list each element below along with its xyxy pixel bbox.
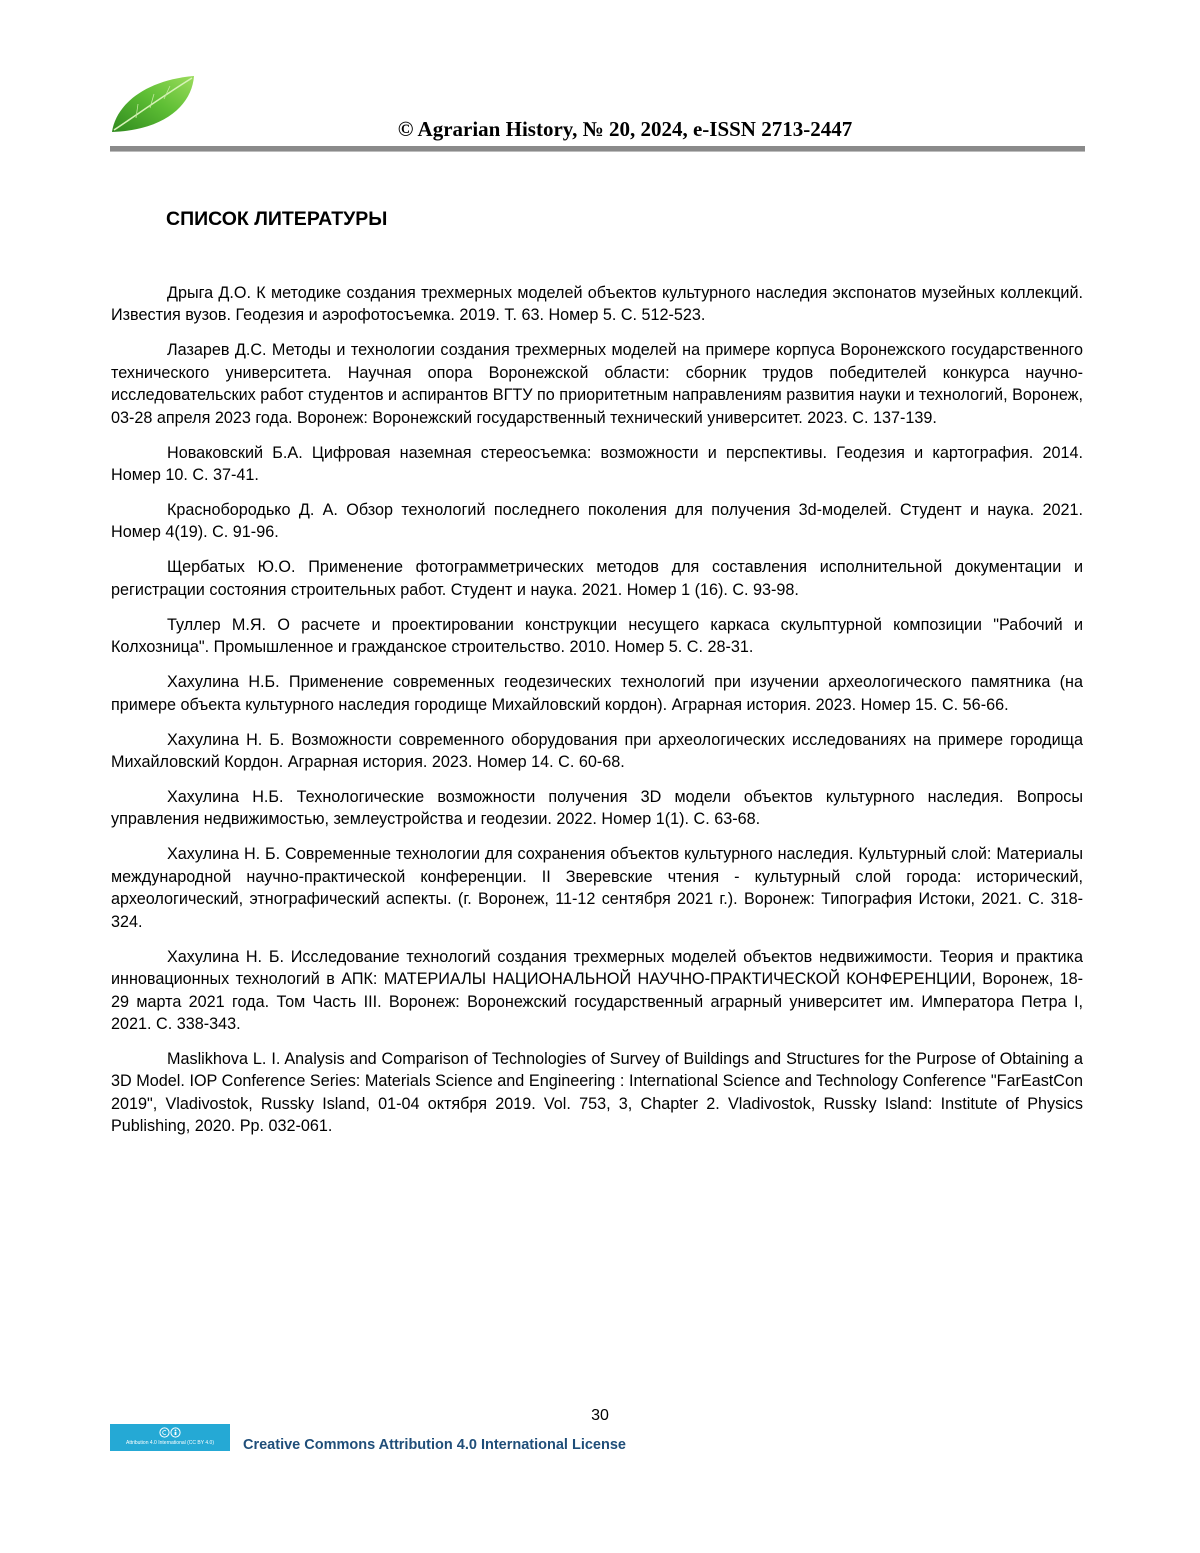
section-title: СПИСОК ЛИТЕРАТУРЫ [166,208,388,230]
page-number: 30 [591,1407,609,1424]
header-divider [110,146,1085,152]
reference-item: Хахулина Н. Б. Исследование технологий создания трехмерных моделей объектов недвижимости. Теория и практика инновационных технологий в АПК: МАТЕРИАЛЫ НАЦИОНАЛЬНОЙ НАУЧНО-ПРАКТИЧЕСКОЙ КОНФЕРЕНЦИИ, Воронеж, 18-29 марта 2021 года. Том Часть III. Воронеж: Воронежский государственный аграрный университет им. Императора Петра I, 2021. С. 338-343. [111,947,1083,1033]
reference-list [111,282,1083,1150]
reference-item: Хахулина Н.Б. Применение современных геодезических технологий при изучении археологического памятника (на примере объекта культурного наследия городище Михайловский кордон). Аграрная история. 2023. Номер 15. С. 56-66. [111,673,1083,714]
reference-item: Щербатых Ю.О. Применение фотограмметрических методов для составления исполнительной документации и регистрации состояния строительных работ. Студент и наука. 2021. Номер 1 (16). С. 93-98. [111,558,1083,599]
reference-item: Краснобородько Д. А. Обзор технологий последнего поколения для получения 3d-моделей. Студент и наука. 2021. Номер 4(19). С. 91-96. [111,501,1083,542]
journal-title: © Agrarian History, № 20, 2024, e-ISSN 2713-2447 [397,117,853,141]
page-header [0,0,1200,160]
reference-item: Лазарев Д.С. Методы и технологии создания трехмерных моделей на примере корпуса Воронежского государственного технического университета. Научная опора Воронежской области: сборник трудов победителей конкурса научно-исследовательских работ студентов и аспирантов ВГТУ по приоритетным направлениям развития науки и технологий, Воронеж, 03-28 апреля 2023 года. Воронеж: Воронежский государственный технический университет. 2023. С. 137-139. [111,341,1083,427]
reference-item: Хахулина Н. Б. Возможности современного оборудования при археологических исследованиях на примере городища Михайловский Кордон. Аграрная история. 2023. Номер 14. С. 60-68. [111,730,1083,772]
reference-item: Дрыга Д.О. К методике создания трехмерных моделей объектов культурного наследия экспонатов музейных коллекций. Известия вузов. Геодезия и аэрофотосъемка. 2019. Т. 63. Номер 5. С. 512-523. [111,284,1083,325]
reference-item: Maslikhova L. I. Analysis and Comparison of Technologies of Survey of Buildings and Structures for the Purpose of Obtaining a 3D Model. IOP Conference Series: Materials Science and Engineering : International Science and Technology Conference "FarEastCon 2019", Vladivostok, Russky Island, 01-04 октября 2019. Vol. 753, 3, Chapter 2. Vladivostok, Russky Island: Institute of Physics Publishing, 2020. Pp. 032-061. [111,1049,1083,1136]
reference-item: Туллер М.Я. О расчете и проектировании конструкции несущего каркаса скульптурной композиции "Рабочий и Колхозница". Промышленное и гражданское строительство. 2010. Номер 5. С. 28-31. [111,615,1083,657]
reference-item: Хахулина Н. Б. Современные технологии для сохранения объектов культурного наследия. Культурный слой: Материалы международной научно-практической конференции. II Зверевские чтения - культурный слой города: исторический, археологический, этнографический аспекты. (г. Воронеж, 11-12 сентября 2021 г.). Воронеж: Типография Истоки, 2021. С. 318-324. [111,845,1083,931]
reference-item: Хахулина Н.Б. Технологические возможности получения 3D модели объектов культурного наследия. Вопросы управления недвижимостью, землеустройства и геодезии. 2022. Номер 1(1). С. 63-68. [111,788,1083,829]
reference-item: Новаковский Б.А. Цифровая наземная стереосъемка: возможности и перспективы. Геодезия и картография. 2014. Номер 10. С. 37-41. [111,443,1083,485]
license-link[interactable]: Creative Commons Attribution 4.0 International License [243,1437,626,1453]
cc-badge-text: Attribution 4.0 International (CC BY 4.0) [125,1440,214,1446]
cc-license-badge[interactable] [110,1424,230,1451]
cc-by-icon [159,1427,181,1438]
